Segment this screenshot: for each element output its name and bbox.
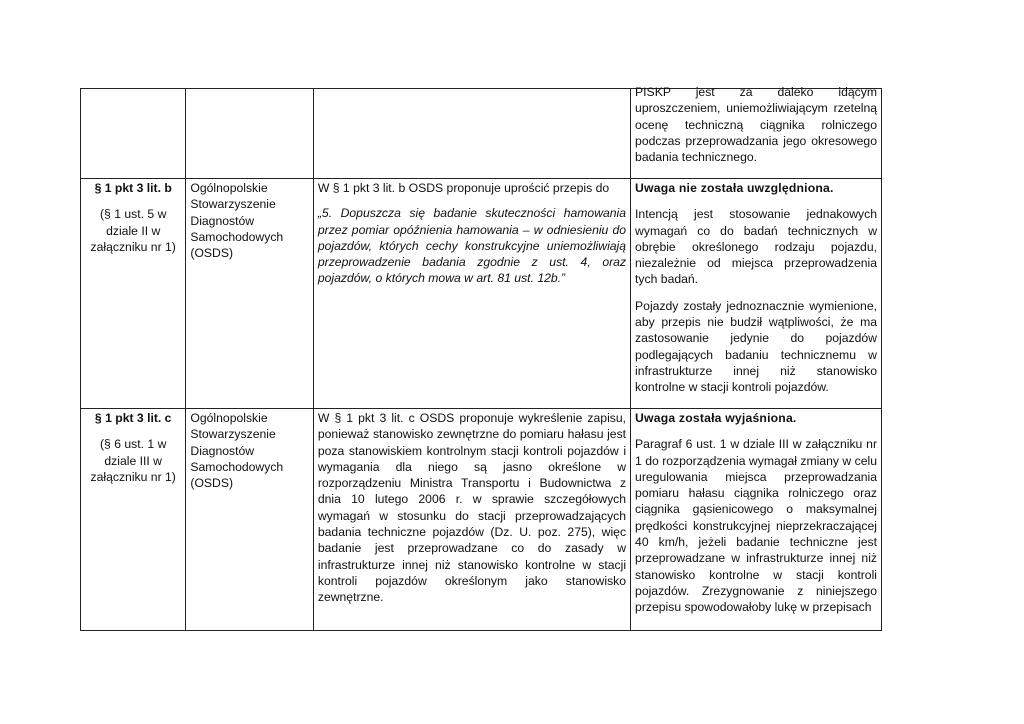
response-paragraph: Intencją jest stosowanie jednakowych wymagań co do badań technicznych w obrębie określonego rodzaju pojazdu, niezależnie od miejsca przeprowadzenia tych badań.: [635, 207, 877, 287]
table-row: [81, 409, 882, 631]
provision-location: (§ 1 ust. 5 w dziale II w załączniku nr 1): [90, 207, 176, 254]
cell-response: [631, 409, 882, 631]
provision-reference: § 1 pkt 3 lit. c: [94, 411, 172, 425]
comment-lead: W § 1 pkt 3 lit. b OSDS proponuje uprościć przepis do: [317, 181, 610, 195]
cell-response: [631, 179, 882, 409]
cell-comment: [313, 179, 630, 409]
cell-submitter: [186, 409, 313, 631]
cell-submitter: [186, 179, 313, 409]
response-paragraph: Paragraf 6 ust. 1 w dziale III w załączniku nr 1 do rozporządzenia wymagał zmiany w celu uregulowania miejsca przeprowadzania pomiaru hałasu ciągnika rolniczego oraz ciągnika gąsienicowego o maksymalnej prędkości konstrukcyjnej nieprzekraczającej 40 km/h, jeżeli badanie techniczne jest przeprowadzane w infrastrukturze innej niż stanowisko kontrolne w stacji kontroli pojazdów. Zrezygnowanie z niniejszego przepisu spowodowałoby lukę w przepisach: [635, 437, 877, 615]
response-paragraph: Pojazdy zostały jednoznacznie wymienione, aby przepis nie budził wątpliwości, że ma zastosowanie jedynie do pojazdów podlegających badaniu technicznemu w infrastrukturze innej niż stanowisko kontrolne w stacji kontroli pojazdów.: [635, 298, 877, 395]
cell-reference: [81, 179, 186, 409]
cell-reference: [81, 89, 186, 179]
provision-reference: § 1 pkt 3 lit. b: [94, 181, 172, 195]
response-paragraph: PISKP jest za daleko idącym uproszczeniem, uniemożliwiającym rzetelną ocenę techniczną ciągnika rolniczego podczas przeprowadzania jego okresowego badania technicznego.: [635, 85, 877, 165]
cell-response: [631, 85, 882, 179]
cell-reference: [81, 409, 186, 631]
submitter-name: Ogólnopolskie Stowarzyszenie Diagnostów Samochodowych (OSDS): [190, 411, 284, 491]
response-verdict: Uwaga nie została uwzględniona.: [635, 181, 834, 195]
cell-submitter: [186, 89, 313, 179]
comment-lead: W § 1 pkt 3 lit. c OSDS proponuje wykreślenie zapisu, ponieważ stanowisko zewnętrzne do pomiaru hałasu jest poza stanowiskiem kontrolnym stacji kontroli pojazdów i wymagania dla niego są jasno określone w rozporządzeniu Ministra Transportu i Budownictwa z dnia 10 lutego 2006 r. w sprawie szczegółowych wymagań w stosunku do stacji przeprowadzających badania techniczne pojazdów (Dz. U. poz. 275), więc badanie jest przeprowadzane co do zasady w infrastrukturze innej niż stanowisko kontrolne w stacji kontroli pojazdów określonym jako stanowisko zewnętrzne.: [317, 411, 627, 605]
comments-table: [80, 85, 882, 631]
proposed-wording: „5. Dopuszcza się badanie skuteczności hamowania przez pomiar opóźnienia hamowania – w odniesieniu do pojazdów, których cechy konstrukcyjne uniemożliwiają przeprowadzenie badania zgodnie z ust. 4, oraz pojazdów, o których mowa w art. 81 ust. 12b.”: [317, 206, 627, 286]
cell-comment: [313, 409, 630, 631]
table-row: [81, 89, 882, 179]
cell-comment: [313, 89, 630, 179]
submitter-name: Ogólnopolskie Stowarzyszenie Diagnostów Samochodowych (OSDS): [190, 181, 284, 261]
provision-location: (§ 6 ust. 1 w dziale III w załączniku nr 1): [90, 437, 176, 484]
table-row: [81, 179, 882, 409]
response-verdict: Uwaga została wyjaśniona.: [635, 411, 797, 425]
